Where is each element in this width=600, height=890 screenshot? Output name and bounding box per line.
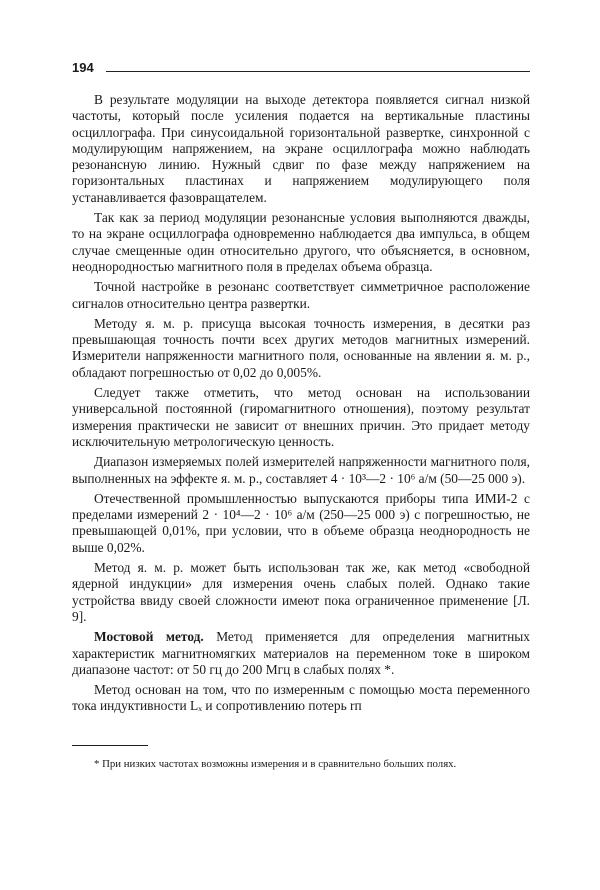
page-header bbox=[72, 60, 530, 80]
footnote-rule bbox=[72, 745, 148, 746]
paragraph-accuracy: Методу я. м. р. присуща высокая точность измерения, в десятки раз превышающая точность почти всех других методов магнитных измерений. Измерители напряженности магнитного поля, основанные на явлении я. м. р., обладают погрешностью от 0,02 до 0,005%. bbox=[72, 315, 530, 380]
body-text bbox=[72, 92, 530, 719]
paragraph-two-pulses: Так как за период модуляции резонансные условия выполняются дважды, то на экране осциллографа одновременно наблюдается два импульса, в общем случае смещенные один относительно другого, что объясняется, в основном, неоднородностью магнитного поля в пределах объема образца. bbox=[72, 210, 530, 274]
bridge-method-heading: Мостовой метод. bbox=[94, 629, 204, 645]
paragraph-range: Диапазон измеряемых полей измерителей напряженности магнитного поля, выполненных на эффекте я. м. р., составляет 4 · 10³—2 · 10⁶ а/м (50—25 000 э). bbox=[72, 454, 530, 486]
paragraph-bridge-method bbox=[72, 629, 530, 678]
footnote: * При низких частотах возможны измерения и в сравнительно больших полях. bbox=[94, 758, 457, 770]
paragraph-constant: Следует также отметить, что метод основан на использовании универсальной постоянной (гиромагнитного отношения), поэтому результат измерения практически не зависит от внешних причин. Это придает методу исключительную метрологическую ценность. bbox=[72, 385, 530, 449]
bridge-method-text: Метод применяется для определения магнитных характеристик магнитномягких материалов на переменном токе в широком диапазоне частот: от 50 гц до 200 Мгц в слабых полях *. bbox=[72, 629, 530, 677]
paragraph-bridge-principle: Метод основан на том, что по измеренным с помощью моста переменного тока индуктивности Lₓ и сопротивлению потерь rп bbox=[72, 682, 530, 714]
header-rule bbox=[106, 71, 530, 72]
paragraph-imi2: Отечественной промышленностью выпускаются приборы типа ИМИ-2 с пределами измерений 2 · 10⁴—2 · 10⁶ а/м (250—25 000 э) с погрешностью, не превышающей 0,01%, при условии, что в объеме образца неоднородность не выше 0,02%. bbox=[72, 490, 530, 555]
paragraph-modulation: В результате модуляции на выходе детектора появляется сигнал низкой частоты, который после усиления подается на вертикальные пластины осциллографа. При синусоидальной горизонтальной развертке, синхронной с модулирующим напряжением, на экране осциллографа можно наблюдать резонансную линию. Нужный сдвиг по фазе между напряжением на горизонтальных пластинах и напряжением модулирующего поля устанавливается фазовращателем. bbox=[72, 92, 530, 205]
paragraph-tuning: Точной настройке в резонанс соответствует симметричное расположение сигналов относительно центра развертки. bbox=[72, 279, 530, 311]
page-number: 194 bbox=[72, 60, 94, 75]
paragraph-free-induction: Метод я. м. р. может быть использован так же, как метод «свободной ядерной индукции» для измерения очень слабых полей. Однако такие устройства ввиду своей сложности имеют пока ограниченное применение [Л. 9]. bbox=[72, 560, 530, 624]
